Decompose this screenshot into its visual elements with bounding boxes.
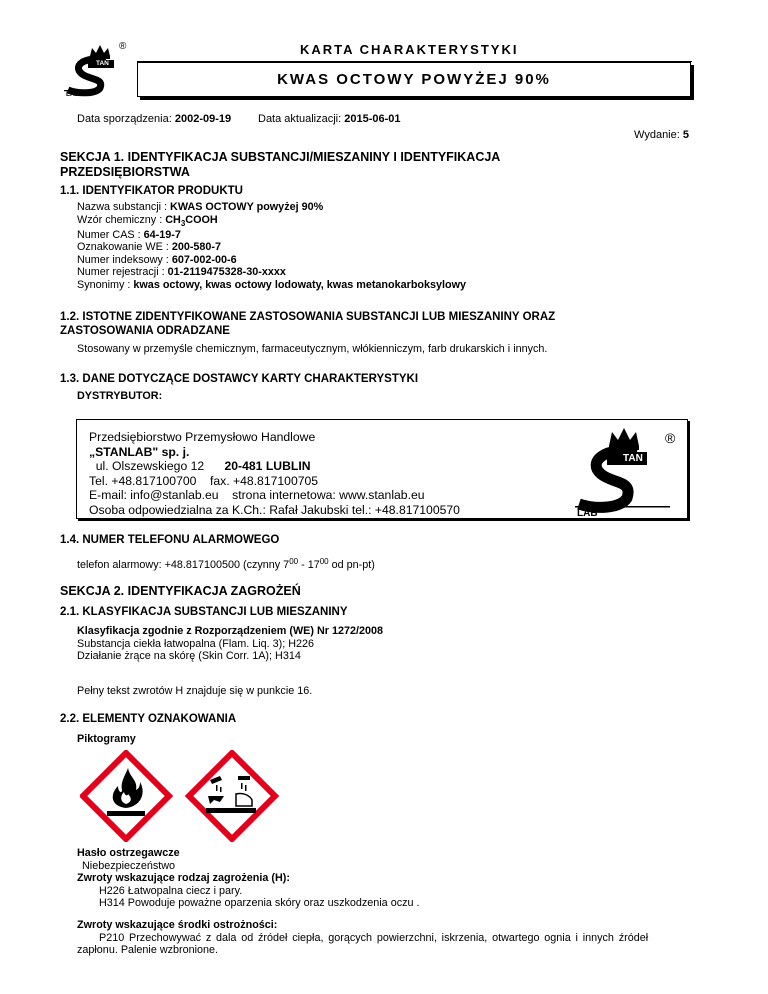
logo-letters-bottom: LAB [66,91,80,98]
signal-word-block [77,847,420,910]
index-value: 607-002-00-6 [171,253,237,266]
logo-letters-top: TAN [96,60,109,67]
p210-statement-line1: P210 Przechowywać z dala od źródeł ciepła, gorących powierzchni, iskrzenia, otwartego ognia i innych źródeł [99,931,649,944]
index-label: Numer indeksowy : [77,253,172,266]
company-line2: „STANLAB" sp. j. [89,444,190,459]
emergency-hour-start-sup: 00 [289,557,299,566]
registration-label: Numer rejestracji : [77,266,168,278]
section1-title-line1: SEKCJA 1. IDENTYFIKACJA SUBSTANCJI/MIESZANINY I IDENTYFIKACJA [60,150,501,164]
update-date-label: Data aktualizacji: [258,113,342,125]
cas-value: 64-19-7 [143,228,181,241]
p-statements-block [77,919,689,957]
emergency-phone [77,554,375,570]
supplier-details [89,430,460,517]
edition [634,129,689,142]
registered-mark-box: ® [665,430,676,446]
registered-mark-header: ® [119,41,127,52]
emergency-phone-text-a: telefon alarmowy: +48.817100500 (czynny 7 [77,559,290,571]
logo-box-letters-bottom: LAB [577,508,598,519]
h226-statement: H226 Łatwopalna ciecz i pary. [99,884,243,897]
classification-line1: Substancja ciekła łatwopalna (Flam. Liq. 3); H226 [77,637,315,650]
stanlab-logo-large-icon [575,424,670,518]
company-postcode: 20-481 LUBLIN [224,459,311,473]
h-statements-label: Zwroty wskazujące rodzaj zagrożenia (H): [77,872,290,884]
formula-subscript: 3 [180,218,186,228]
preparation-date-label: Data sporządzenia: [77,113,172,125]
formula-label: Wzór chemiczny : [77,213,166,226]
emergency-phone-text-b: - 17 [298,559,320,571]
preparation-date-value: 2002-09-19 [174,113,232,125]
update-date-value: 2015-06-01 [344,113,401,125]
p-statements-label: Zwroty wskazujące środki ostrożności: [77,919,278,931]
substance-name-value: KWAS OCTOWY powyżej 90% [170,201,324,213]
section1-title-line2: PRZEDSIĘBIORSTWA [60,165,190,179]
synonyms [77,279,466,292]
logo-box-letters-top: TAN [623,453,643,464]
registration-number [77,266,466,279]
h314-statement: H314 Powoduje poważne oparzenia skóry oraz uszkodzenia oczu . [99,897,420,909]
we-number [77,241,466,254]
emergency-phone-text-c: od pn-pt) [328,559,375,571]
flame-pictogram-icon [83,753,169,839]
company-contacts [89,488,460,503]
company-line1: Przedsiębiorstwo Przemysłowo Handlowe [89,430,316,444]
emergency-hour-end-sup: 00 [319,557,329,566]
preparation-date [77,113,231,126]
edition-label: Wydanie: [634,129,680,141]
company-phone: Tel. +48.817100700 [89,473,197,488]
substance-name-label: Nazwa substancji : [77,201,171,213]
edition-value: 5 [682,129,689,141]
company-street: ul. Olszewskiego 12 [95,459,205,473]
company-website: strona internetowa: www.stanlab.eu [232,488,425,502]
company-email: E-mail: info@stanlab.eu [89,488,219,502]
section2-title: SEKCJA 2. IDENTYFIKACJA ZAGROŻEŃ [60,584,301,598]
company-fax: fax. +48.817100705 [209,473,319,488]
s14-title: 1.4. NUMER TELEFONU ALARMOWEGO [60,534,280,546]
product-title: KWAS OCTOWY POWYŻEJ 90% [137,62,691,97]
cas-number [77,229,466,242]
formula-part-a: CH [165,213,181,226]
s21-title: 2.1. KLASYFIKACJA SUBSTANCJI LUB MIESZANINY [60,606,348,618]
update-date [258,113,401,126]
s12-title-line2: ZASTOSOWANIA ODRADZANE [60,325,230,337]
document-type: KARTA CHARAKTERYSTYKI [300,42,519,57]
formula-value [165,214,217,226]
s11-title: 1.1. IDENTYFIKATOR PRODUKTU [60,185,243,197]
synonyms-label: Synonimy : [77,278,134,291]
s22-title: 2.2. ELEMENTY OZNAKOWANIA [60,713,237,725]
company-address [89,459,460,474]
substance-name [77,201,466,214]
p210-statement-line2: zapłonu. Palenie wzbronione. [77,944,219,956]
s12-title-line1: 1.2. ISTOTNE ZIDENTYFIKOWANE ZASTOSOWANIA SUBSTANCJI LUB MIESZANINY ORAZ [60,311,556,323]
distributor-label: DYSTRYBUTOR: [77,390,163,402]
registration-value: 01-2119475328-30-xxxx [167,266,286,278]
supplier-box [76,419,688,519]
signal-word-value: Niebezpieczeństwo [82,859,176,872]
we-label: Oznakowanie WE : [77,241,172,253]
formula-part-b: COOH [185,213,218,226]
classification-label: Klasyfikacja zgodnie z Rozporządzeniem (WE) Nr 1272/2008 [77,625,384,637]
corrosion-pictogram-icon [189,753,275,839]
full-text-note: Pełny tekst zwrotów H znajduje się w punkcie 16. [77,685,313,697]
synonyms-value: kwas octowy, kwas octowy lodowaty, kwas metanokarboksylowy [133,278,467,291]
product-identifier-list [77,201,466,291]
s13-title: 1.3. DANE DOTYCZĄCE DOSTAWCY KARTY CHARAKTERYSTYKI [60,373,419,385]
index-number [77,254,466,267]
section1-title [60,150,500,180]
classification-line2: Działanie żrące na skórę (Skin Corr. 1A); H314 [77,650,301,662]
stanlab-logo-box [575,424,670,518]
we-value: 200-580-7 [171,241,222,253]
responsible-person: Osoba odpowiedzialna za K.Ch.: Rafał Jakubski tel.: +48.817100570 [89,502,460,517]
pictograms-label: Piktogramy [77,733,136,745]
s12-text: Stosowany w przemyśle chemicznym, farmaceutycznym, włókienniczym, farb drukarskich i innych. [77,343,548,355]
classification-block [77,625,383,663]
company-phones [89,474,460,489]
signal-word-label: Hasło ostrzegawcze [77,847,180,859]
pictograms-row [80,750,290,842]
ghs-pictograms [80,750,290,842]
s12-title [60,310,555,338]
cas-label: Numer CAS : [77,228,144,241]
chemical-formula [77,214,466,229]
